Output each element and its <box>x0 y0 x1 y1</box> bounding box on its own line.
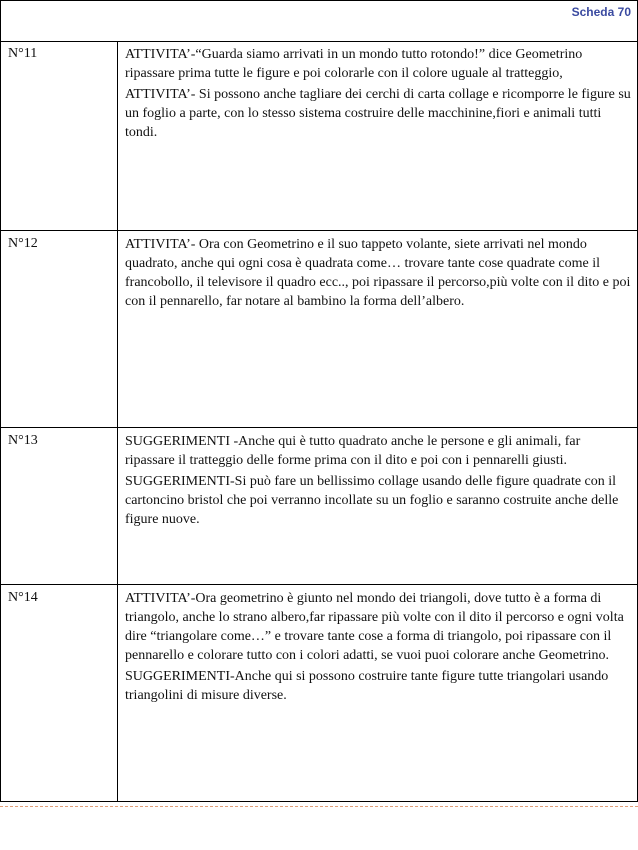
paragraph: SUGGERIMENTI -Anche qui è tutto quadrato anche le persone e gli animali, far ripassare il tratteggio delle forme prima con il dito e poi con i pennarelli giusti. <box>125 434 581 468</box>
dashed-divider <box>0 806 638 807</box>
row-text <box>118 231 637 427</box>
table-row <box>1 231 637 428</box>
row-text <box>118 585 637 801</box>
paragraph: ATTIVITA’-Ora geometrino è giunto nel mondo dei triangoli, dove tutto è a forma di triangolo, anche lo strano albero,far ripassare più volte con il dito il percorso e ogni volta dire “triangolare come…” e trovare tante cose a forma di triangolo, poi ripassare con il pennarello e colorare tutto con i colori adatti, se vuoi puoi colorare anche Geometrino. <box>125 591 624 663</box>
paragraph: SUGGERIMENTI-Si può fare un bellissimo collage usando delle figure quadrate con il cartoncino bristol che poi verranno incollate su un foglio e saranno costruite anche delle figure nuove. <box>125 474 619 527</box>
paragraph: ATTIVITA’- Si possono anche tagliare dei cerchi di carta collage e ricomporre le figure su un foglio a parte, con lo stesso sistema costruire delle macchinine,fiori e animali tutti tondi. <box>125 87 631 140</box>
table-row <box>1 585 637 801</box>
paragraph: ATTIVITA’-“Guarda siamo arrivati in un mondo tutto rotondo!” dice Geometrino ripassare prima tutte le figure e poi colorarle con il colore uguale al tratteggio, <box>125 47 583 81</box>
row-number: N°14 <box>1 585 118 801</box>
sheet-label: Scheda 70 <box>571 5 631 19</box>
row-text <box>118 428 637 584</box>
table-row <box>1 41 637 231</box>
paragraph: ATTIVITA’- Ora con Geometrino e il suo tappeto volante, siete arrivati nel mondo quadrato, anche qui ogni cosa è quadrata come… trovare tante cose quadrate come il francobollo, il televisore il quadro ecc.., poi ripassare il percorso,più volte con il dito e poi con il pennarello, far notare al bambino la forma dell’albero. <box>125 237 631 309</box>
header-band <box>1 1 637 42</box>
table-row <box>1 428 637 585</box>
row-text <box>118 41 637 230</box>
row-number: N°11 <box>1 41 118 230</box>
paragraph: SUGGERIMENTI-Anche qui si possono costruire tante figure tutte triangolari usando triangolini di misure diverse. <box>125 669 609 703</box>
row-number: N°12 <box>1 231 118 427</box>
row-number: N°13 <box>1 428 118 584</box>
